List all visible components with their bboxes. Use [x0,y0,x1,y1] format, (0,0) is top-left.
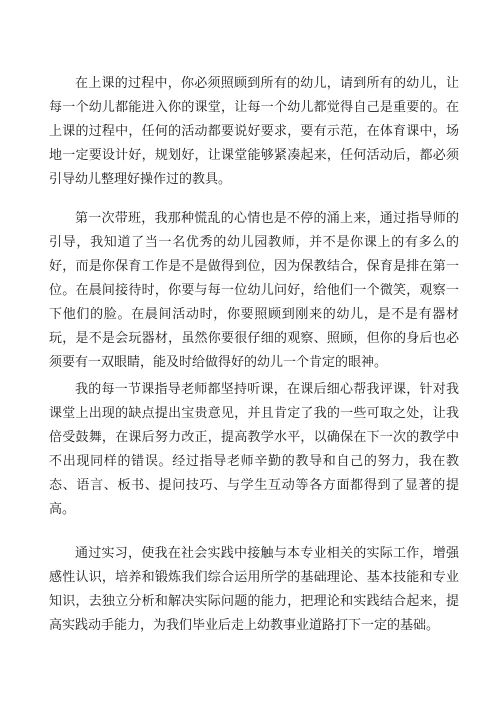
paragraph-internship-summary: 通过实习，使我在社会实践中接触与本专业相关的实际工作，增强感性认识，培养和锻炼我们综合运用所学的基础理论、基本技能和专业知识，去独立分析和解决实际问题的能力，把理论和实践结合起来，提高实践动手能力，为我们毕业后走上幼教事业道路打下一定的基础。 [49,546,459,633]
paragraph-classroom-management: 在上课的过程中，你必须照顾到所有的幼儿，请到所有的幼儿，让每一个幼儿都能进入你的课堂，让每一个幼儿都觉得自己是重要的。在上课的过程中，任何的活动都要说好要求，要有示范，在体育课中，场地一定要设计好，规划好，让课堂能够紧凑起来，任何活动后，都必须引导幼儿整理好操作过的教具。 [49,76,459,187]
paragraph-first-class: 第一次带班，我那种慌乱的心情也是不停的涌上来，通过指导师的引导，我知道了当一名优秀的幼儿园教师，并不是你课上的有多么的好，而是你保育工作是不是做得到位，因为保教结合，保育是排在第一位。在晨间接待时，你要与每一位幼儿问好，给他们一个微笑，观察一下他们的脸。在晨间活动时，你要照顾到刚来的幼儿，是不是有器材玩，是不是会玩器材，虽然你要很仔细的观察、照顾，但你的身后也必须要有一双眼睛，能及时给做得好的幼儿一个肯定的眼神。 [49,211,459,370]
paragraph-teacher-guidance: 我的每一节课指导老师都坚持听课，在课后细心帮我评课，针对我课堂上出现的缺点提出宝贵意见，并且肯定了我的一些可取之处，让我倍受鼓舞，在课后努力改正，提高教学水平，以确保在下一次的教学中不出现同样的错误。经过指导老师辛勤的教导和自己的努力，我在教态、语言、板书、提问技巧、与学生互动等各方面都得到了显著的提高。 [49,382,459,517]
